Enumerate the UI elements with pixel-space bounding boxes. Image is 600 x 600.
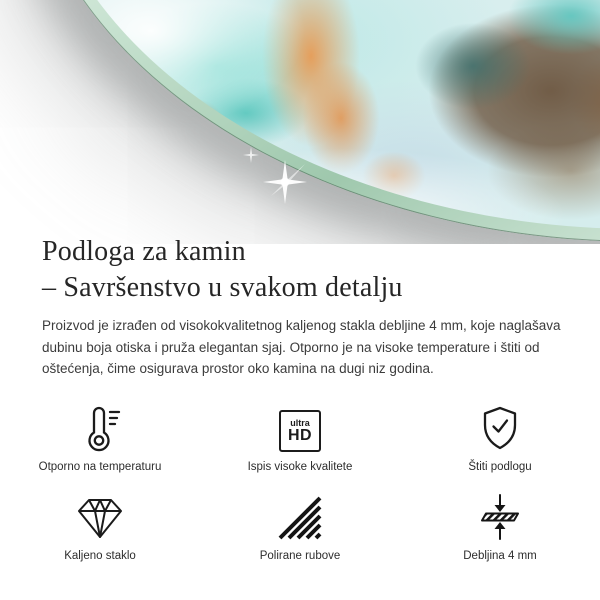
feature-protects	[405, 400, 595, 473]
product-info-section	[0, 230, 600, 380]
thickness-icon	[477, 489, 523, 541]
ultra-hd-bottom-text: HD	[287, 427, 313, 444]
ultra-hd-top-text: ultra	[290, 418, 310, 428]
ultra-hd-icon	[279, 400, 321, 452]
page-title-line2: – Savršenstvo u svakom detalju	[42, 272, 403, 303]
polished-edges-icon	[277, 489, 323, 541]
product-description: Proizvod je izrađen od visokokvalitetnog kaljenog stakla debljine 4 mm, koje naglašava dubinu boja otiska i pruža elegantan sjaj. Otporno je na visoke temperature i štiti od oštećenja, čime osigurava prostor oko kamina na dugi niz godina.	[42, 318, 561, 376]
feature-polished-edges	[205, 489, 395, 562]
features-grid	[0, 400, 600, 562]
product-image	[0, 0, 600, 244]
glass-plate-marble-print	[31, 0, 600, 229]
diamond-icon	[75, 489, 125, 541]
feature-label: Polirane rubove	[259, 550, 341, 562]
feature-thickness	[405, 489, 595, 562]
feature-label: Štiti podlogu	[468, 461, 532, 473]
page-title	[42, 234, 564, 306]
thermometer-icon	[77, 400, 123, 452]
glass-plate-edge	[20, 0, 600, 242]
feature-label: Debljina 4 mm	[463, 550, 537, 562]
feature-tempered-glass	[5, 489, 195, 562]
page-title-line1: Podloga za kamin	[42, 236, 246, 267]
shield-check-icon	[477, 400, 523, 452]
feature-label: Otporno na temperaturu	[38, 461, 162, 473]
feature-print-quality	[205, 400, 395, 473]
feature-label: Ispis visoke kvalitete	[247, 461, 353, 473]
feature-temperature	[5, 400, 195, 473]
feature-label: Kaljeno staklo	[64, 550, 136, 562]
